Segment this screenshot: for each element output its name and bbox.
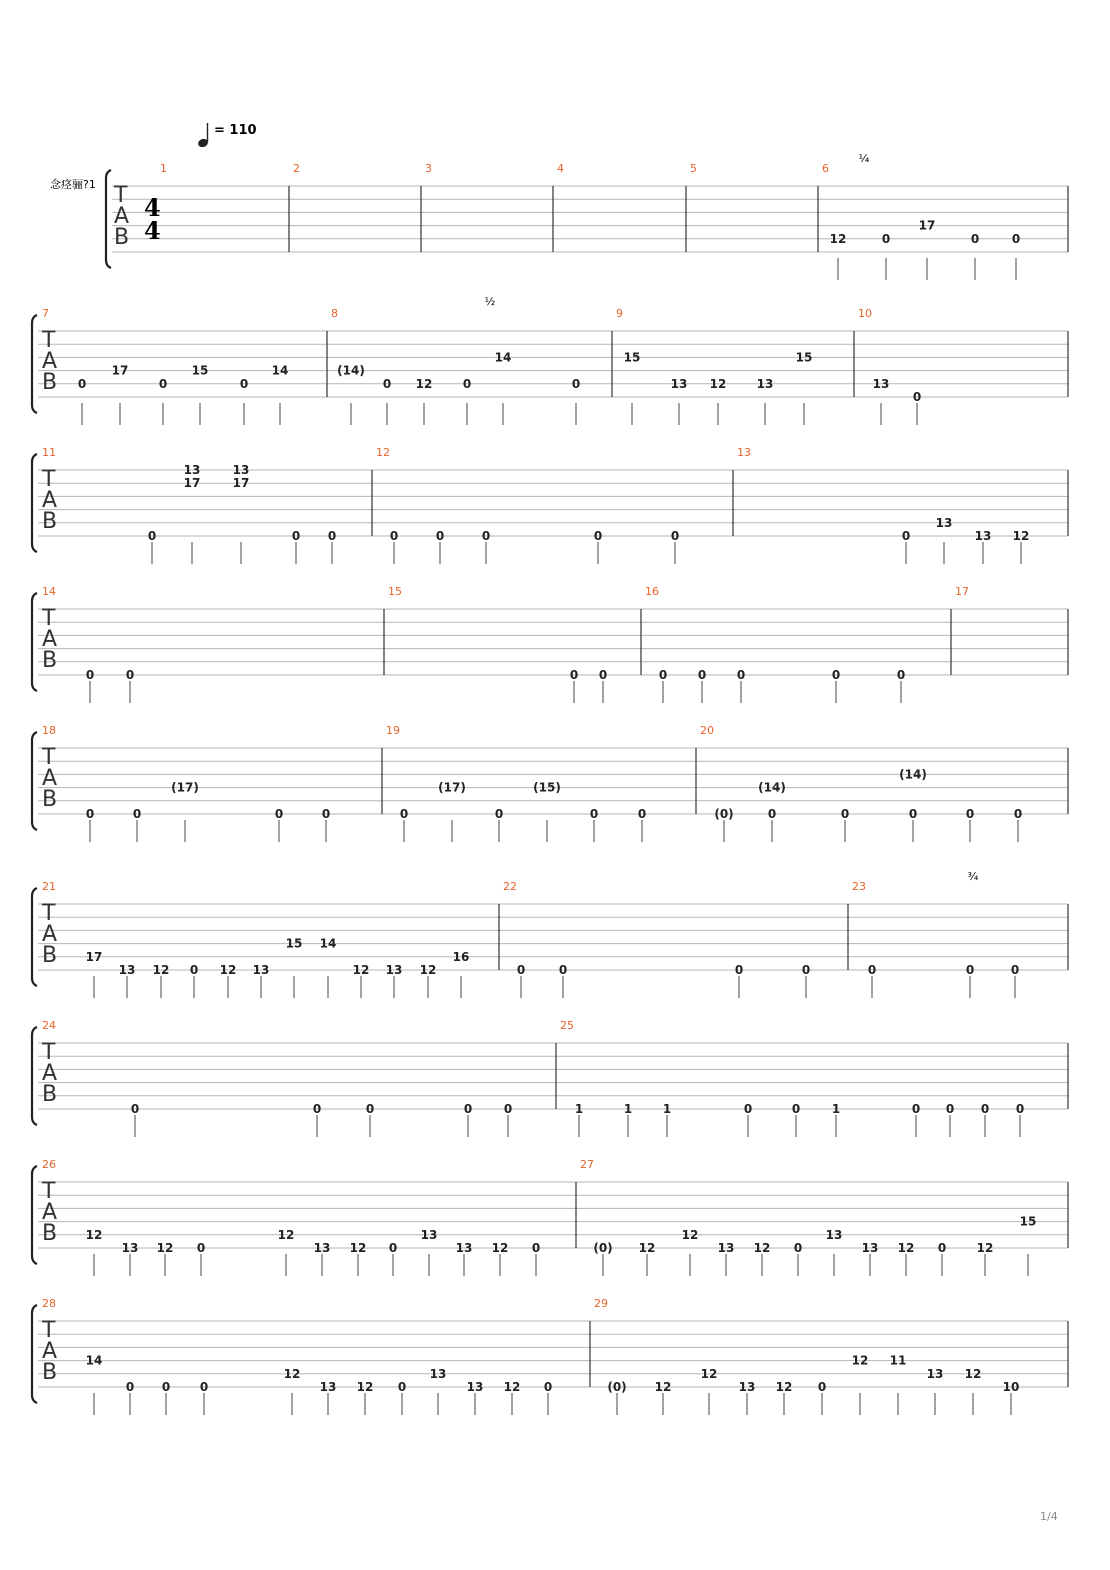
fret-number: 0	[598, 668, 608, 682]
measure-number: 17	[955, 585, 969, 598]
fret-number: 13	[455, 1241, 473, 1255]
fret-number: 0	[365, 1102, 375, 1116]
fret-number: 0	[569, 668, 579, 682]
fret-number: 0	[147, 529, 157, 543]
measure-number: 8	[331, 307, 338, 320]
fret-number: 13	[974, 529, 992, 543]
fret-number: 12	[352, 963, 370, 977]
fret-number: 0	[867, 963, 877, 977]
fret-number: 0	[239, 376, 249, 391]
measure-number: 9	[616, 307, 623, 320]
measure-number: 20	[700, 724, 714, 737]
fret-number: 0	[937, 1241, 947, 1255]
measure-number: 15	[388, 585, 402, 598]
fret-number: 1	[662, 1102, 672, 1116]
measure-number: 21	[42, 880, 56, 893]
fret-number: 0	[734, 963, 744, 977]
fret-number: 13	[717, 1241, 735, 1255]
fret-number: 13	[121, 1241, 139, 1255]
fret-number: 12	[964, 1366, 982, 1381]
tab-clef-letter: T	[42, 745, 56, 770]
fret-number: 0	[571, 376, 581, 391]
tab-clef-letter: A	[42, 766, 58, 791]
fret-number: 0	[85, 668, 95, 682]
fret-number: 0	[743, 1102, 753, 1116]
fret-number: 12	[897, 1241, 915, 1255]
time-signature-top: 4	[144, 193, 161, 222]
fret-number: 0	[312, 1102, 322, 1116]
fret-number: 15	[191, 363, 209, 378]
measure-number: 16	[645, 585, 659, 598]
fret-number: 12	[503, 1380, 521, 1394]
tab-clef-letter: B	[42, 509, 58, 534]
measure-number: 1	[160, 162, 167, 175]
fret-number: 13	[313, 1241, 331, 1255]
fret-number: (17)	[438, 780, 466, 795]
measure-number: 13	[737, 446, 751, 459]
tab-clef-letter: B	[42, 648, 58, 673]
fret-number: 0	[397, 1380, 407, 1394]
fret-number: 12	[85, 1227, 103, 1242]
fret-number: 0	[481, 529, 491, 543]
fret-number: 0	[125, 668, 135, 682]
fret-number: 17	[111, 363, 129, 378]
time-signature-bottom: 4	[144, 216, 161, 245]
fret-number: 17	[85, 949, 103, 964]
fret-number: 1	[831, 1102, 841, 1116]
bend-amount-label: ¾	[967, 870, 979, 883]
tab-clef-letter: B	[42, 1082, 58, 1107]
system-bracket	[32, 454, 37, 552]
tab-clef-letter: T	[42, 328, 56, 353]
fret-number: 0	[531, 1241, 541, 1255]
fret-number: 13	[670, 376, 688, 391]
tab-clef-letter: A	[42, 488, 58, 513]
fret-number: 0	[85, 807, 95, 821]
fret-number: 15	[285, 936, 303, 951]
fret-number: 14	[494, 350, 512, 365]
tab-clef-letter: A	[42, 1061, 58, 1086]
tab-clef-letter: B	[42, 1360, 58, 1385]
fret-number: 0	[658, 668, 668, 682]
fret-number: 0	[435, 529, 445, 543]
fret-number: 0	[965, 807, 975, 821]
fret-number: 0	[503, 1102, 513, 1116]
fret-number: 0	[291, 529, 301, 543]
measure-number: 19	[386, 724, 400, 737]
fret-number: 16	[452, 949, 470, 964]
fret-number: 0	[670, 529, 680, 543]
fret-number: 0	[321, 807, 331, 821]
tab-clef-letter: T	[42, 901, 56, 926]
system-bracket	[32, 1166, 37, 1264]
fret-number: 12	[829, 231, 847, 246]
fret-number: 0	[199, 1380, 209, 1394]
fret-number: 0	[389, 529, 399, 543]
fret-number: 11	[889, 1353, 907, 1368]
fret-number: 12	[415, 376, 433, 391]
fret-number: 13	[319, 1380, 337, 1394]
tab-clef-letter: B	[42, 943, 58, 968]
fret-number: 12	[277, 1227, 295, 1242]
fret-number: 0	[911, 1102, 921, 1116]
measure-number: 11	[42, 446, 56, 459]
fret-number: 0	[767, 807, 777, 821]
fret-number: 13	[183, 463, 201, 477]
fret-number: 0	[327, 529, 337, 543]
fret-number: 0	[382, 376, 392, 391]
fret-number: 12	[356, 1380, 374, 1394]
fret-number: 0	[697, 668, 707, 682]
bend-amount-label: ½	[484, 295, 496, 308]
fret-number: 14	[319, 936, 337, 951]
tab-clef-letter: A	[42, 1200, 58, 1225]
tab-clef-letter: T	[114, 183, 128, 208]
fret-number: 0	[77, 376, 87, 391]
fret-number: 15	[1019, 1214, 1037, 1229]
system-bracket	[32, 1305, 37, 1403]
measure-number: 27	[580, 1158, 594, 1171]
fret-number: 13	[825, 1227, 843, 1242]
fret-number: 13	[118, 963, 136, 977]
fret-number: 13	[756, 376, 774, 391]
measure-number: 24	[42, 1019, 56, 1032]
fret-number: 0	[1015, 1102, 1025, 1116]
measure-number: 26	[42, 1158, 56, 1171]
fret-number: 0	[558, 963, 568, 977]
fret-number: 0	[945, 1102, 955, 1116]
measure-number: 10	[858, 307, 872, 320]
fret-number: 0	[965, 963, 975, 977]
fret-number: (0)	[714, 807, 734, 821]
measure-number: 23	[852, 880, 866, 893]
fret-number: 0	[881, 231, 891, 246]
fret-number: 12	[152, 963, 170, 977]
fret-number: 0	[125, 1380, 135, 1394]
fret-number: 0	[908, 807, 918, 821]
fret-number: 0	[637, 807, 647, 821]
fret-number: 0	[801, 963, 811, 977]
measure-number: 28	[42, 1297, 56, 1310]
fret-number: 12	[156, 1241, 174, 1255]
fret-number: (14)	[337, 363, 365, 378]
bend-amount-label: ¼	[858, 152, 870, 165]
fret-number: (0)	[607, 1380, 627, 1394]
fret-number: 12	[349, 1241, 367, 1255]
fret-number: 12	[700, 1366, 718, 1381]
fret-number: (14)	[758, 780, 786, 795]
tempo-marking: = 110	[214, 123, 257, 138]
fret-number: 12	[491, 1241, 509, 1255]
measure-number: 6	[822, 162, 829, 175]
fret-number: 12	[709, 376, 727, 391]
fret-number: 0	[516, 963, 526, 977]
fret-number: 13	[232, 463, 250, 477]
system-bracket	[32, 888, 37, 986]
fret-number: 13	[872, 376, 890, 391]
fret-number: 0	[388, 1241, 398, 1255]
tab-clef-letter: T	[42, 606, 56, 631]
fret-number: 1	[574, 1102, 584, 1116]
fret-number: 0	[817, 1380, 827, 1394]
fret-number: 0	[463, 1102, 473, 1116]
fret-number: 0	[543, 1380, 553, 1394]
system-bracket	[32, 315, 37, 413]
fret-number: 0	[589, 807, 599, 821]
system-bracket	[106, 170, 111, 268]
fret-number: 13	[420, 1227, 438, 1242]
fret-number: 13	[385, 963, 403, 977]
fret-number: 12	[638, 1241, 656, 1255]
fret-number: (17)	[171, 780, 199, 795]
fret-number: 1	[623, 1102, 633, 1116]
fret-number: 17	[918, 218, 936, 233]
measure-number: 29	[594, 1297, 608, 1310]
fret-number: 12	[851, 1353, 869, 1368]
tab-clef-letter: B	[42, 370, 58, 395]
fret-number: 14	[271, 363, 289, 378]
fret-number: 0	[831, 668, 841, 682]
tab-clef-letter: B	[42, 1221, 58, 1246]
tab-clef-letter: A	[42, 922, 58, 947]
fret-number: 12	[753, 1241, 771, 1255]
fret-number: 0	[901, 529, 911, 543]
fret-number: 12	[976, 1241, 994, 1255]
fret-number: 0	[970, 231, 980, 246]
tab-clef-letter: T	[42, 1040, 56, 1065]
fret-number: 0	[161, 1380, 171, 1394]
track-name: 念痉骊?1	[50, 178, 96, 191]
fret-number: (14)	[899, 767, 927, 782]
fret-number: 0	[399, 807, 409, 821]
fret-number: 0	[896, 668, 906, 682]
fret-number: 13	[738, 1380, 756, 1394]
measure-number: 18	[42, 724, 56, 737]
fret-number: 0	[132, 807, 142, 821]
tab-clef-letter: A	[42, 1339, 58, 1364]
fret-number: 0	[130, 1102, 140, 1116]
fret-number: 13	[926, 1366, 944, 1381]
measure-number: 3	[425, 162, 432, 175]
tab-clef-letter: B	[114, 225, 130, 250]
tab-clef-letter: A	[114, 204, 130, 229]
measure-number: 22	[503, 880, 517, 893]
fret-number: 17	[232, 476, 250, 491]
measure-number: 7	[42, 307, 49, 320]
measure-number: 4	[557, 162, 564, 175]
fret-number: 0	[1013, 807, 1023, 821]
fret-number: 0	[791, 1102, 801, 1116]
fret-number: 12	[681, 1227, 699, 1242]
fret-number: 0	[1010, 963, 1020, 977]
fret-number: 0	[912, 390, 922, 404]
measure-number: 12	[376, 446, 390, 459]
fret-number: 15	[795, 350, 813, 365]
fret-number: 12	[775, 1380, 793, 1394]
fret-number: 12	[219, 963, 237, 977]
tab-clef-letter: A	[42, 627, 58, 652]
measure-number: 2	[293, 162, 300, 175]
fret-number: 0	[593, 529, 603, 543]
tab-clef-letter: B	[42, 787, 58, 812]
fret-number: 13	[935, 515, 953, 530]
fret-number: 14	[85, 1353, 103, 1368]
system-bracket	[32, 1027, 37, 1125]
fret-number: 0	[840, 807, 850, 821]
measure-number: 25	[560, 1019, 574, 1032]
fret-number: (0)	[593, 1241, 613, 1255]
system-bracket	[32, 732, 37, 830]
fret-number: 13	[466, 1380, 484, 1394]
fret-number: 0	[274, 807, 284, 821]
measure-number: 5	[690, 162, 697, 175]
page-number: 1/4	[1040, 1510, 1058, 1523]
fret-number: 0	[462, 376, 472, 391]
system-bracket	[32, 593, 37, 691]
fret-number: 12	[419, 963, 437, 977]
fret-number: (15)	[533, 780, 561, 795]
fret-number: 17	[183, 476, 201, 491]
fret-number: 0	[1011, 231, 1021, 246]
fret-number: 13	[429, 1366, 447, 1381]
fret-number: 12	[1012, 529, 1030, 543]
fret-number: 10	[1002, 1380, 1020, 1394]
fret-number: 15	[623, 350, 641, 365]
tab-clef-letter: T	[42, 1318, 56, 1343]
measure-number: 14	[42, 585, 56, 598]
fret-number: 0	[980, 1102, 990, 1116]
fret-number: 12	[283, 1366, 301, 1381]
fret-number: 0	[494, 807, 504, 821]
fret-number: 0	[158, 376, 168, 391]
fret-number: 0	[793, 1241, 803, 1255]
fret-number: 12	[654, 1380, 672, 1394]
tab-clef-letter: T	[42, 1179, 56, 1204]
tab-clef-letter: A	[42, 349, 58, 374]
fret-number: 0	[736, 668, 746, 682]
fret-number: 13	[861, 1241, 879, 1255]
fret-number: 0	[189, 963, 199, 977]
fret-number: 0	[196, 1241, 206, 1255]
fret-number: 13	[252, 963, 270, 977]
tab-clef-letter: T	[42, 467, 56, 492]
